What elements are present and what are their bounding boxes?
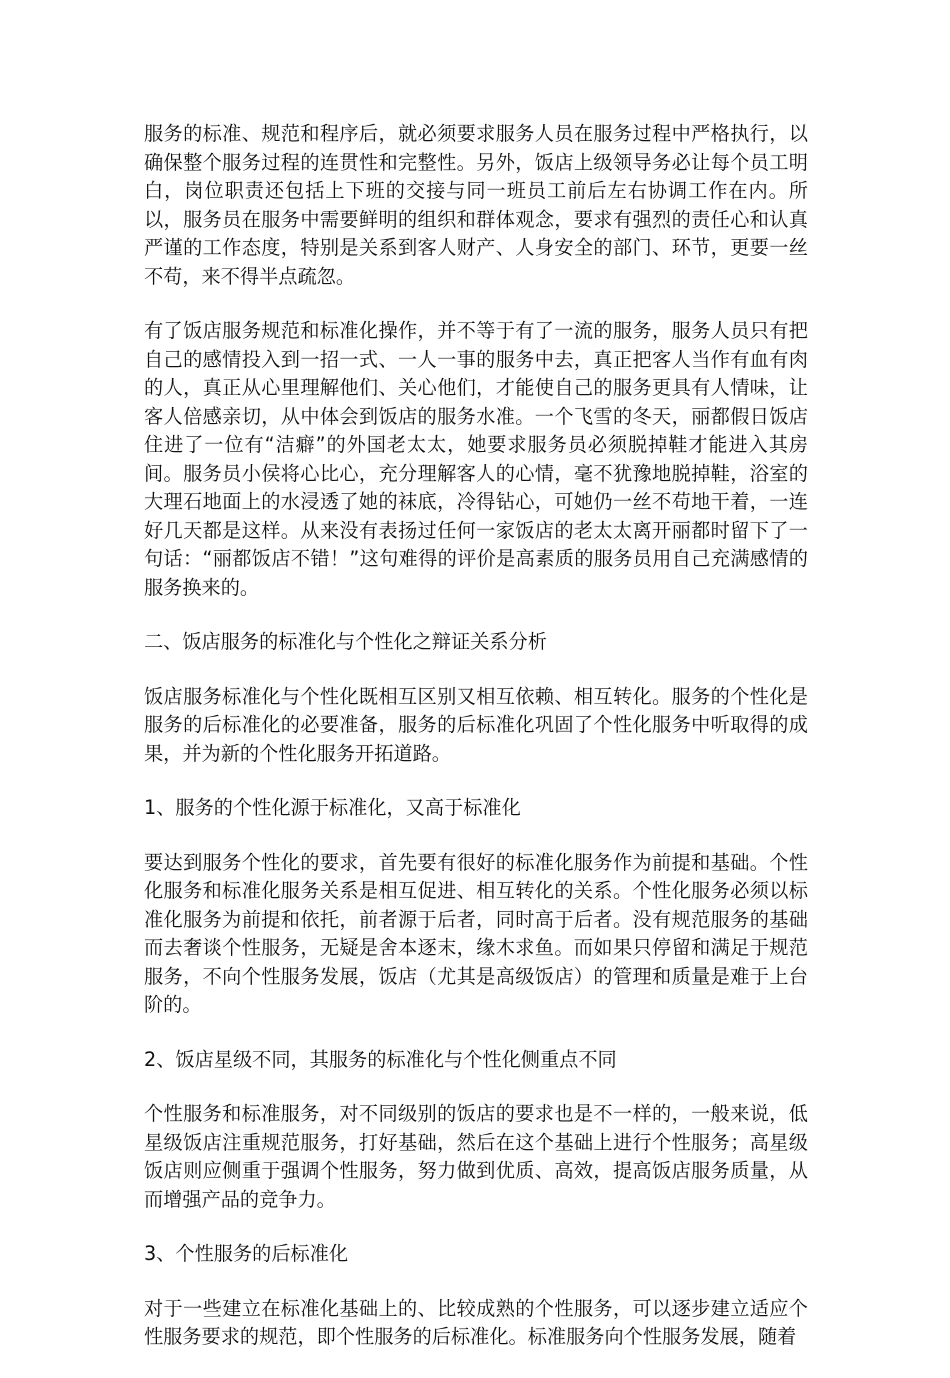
- body-paragraph: 个性服务和标准服务，对不同级别的饭店的要求也是不一样的，一般来说，低星级饭店注重规范服务，打好基础，然后在这个基础上进行个性服务；高星级饭店则应侧重于强调个性服务，努力做到优质、高效，提高饭店服务质量，从而增强产品的竞争力。: [144, 1102, 808, 1211]
- body-paragraph: 对于一些建立在标准化基础上的、比较成熟的个性服务，可以逐步建立适应个性服务要求的规范，即个性服务的后标准化。标准服务向个性服务发展，随着: [144, 1296, 808, 1348]
- body-paragraph: 饭店服务标准化与个性化既相互区别又相互依赖、相互转化。服务的个性化是服务的后标准化的必要准备，服务的后标准化巩固了个性化服务中听取得的成果，并为新的个性化服务开拓道路。: [144, 684, 808, 765]
- section-heading: 二、饭店服务的标准化与个性化之辩证关系分析: [144, 630, 547, 653]
- subsection-heading: 3、个性服务的后标准化: [144, 1242, 349, 1265]
- subsection-heading: 2、饭店星级不同，其服务的标准化与个性化侧重点不同: [144, 1047, 617, 1071]
- body-paragraph: 有了饭店服务规范和标准化操作，并不等于有了一流的服务，服务人员只有把自己的感情投入到一招一式、一人一事的服务中去，真正把客人当作有血有肉的人，真正从心里理解他们、关心他们，才能使自己的服务更具有人情味，让客人倍感亲切，从中体会到饭店的服务水准。一个飞雪的冬天，丽都假日饭店住进了一位有“洁癖”的外国老太太，她要求服务员必须脱掉鞋才能进入其房间。服务员小侯将心比心，充分理解客人的心情，毫不犹豫地脱掉鞋，浴室的大理石地面上的水浸透了她的袜底，冷得钻心，可她仍一丝不苟地干着，一连好几天都是这样。从来没有表扬过任何一家饭店的老太太离开丽都时留下了一句话：“丽都饭店不错！”这句难得的评价是高素质的服务员用自己充满感情的服务换来的。: [144, 319, 808, 599]
- body-paragraph: 服务的标准、规范和程序后，就必须要求服务人员在服务过程中严格执行，以确保整个服务过程的连贯性和完整性。另外，饭店上级领导务必让每个员工明白，岗位职责还包括上下班的交接与同一班员工前后左右协调工作在内。所以，服务员在服务中需要鲜明的组织和群体观念，要求有强烈的责任心和认真严谨的工作态度，特别是关系到客人财产、人身安全的部门、环节，更要一丝不苟，来不得半点疏忽。: [144, 122, 808, 288]
- body-paragraph: 要达到服务个性化的要求，首先要有很好的标准化服务作为前提和基础。个性化服务和标准化服务关系是相互促进、相互转化的关系。个性化服务必须以标准化服务为前提和依托，前者源于后者，同时高于后者。没有规范服务的基础而去奢谈个性服务，无疑是舍本逐末，缘木求鱼。而如果只停留和满足于规范服务，不向个性服务发展，饭店（尤其是高级饭店）的管理和质量是难于上台阶的。: [144, 850, 808, 1016]
- subsection-heading: 1、服务的个性化源于标准化，又高于标准化: [144, 796, 521, 819]
- document-page: [144, 120, 808, 1378]
